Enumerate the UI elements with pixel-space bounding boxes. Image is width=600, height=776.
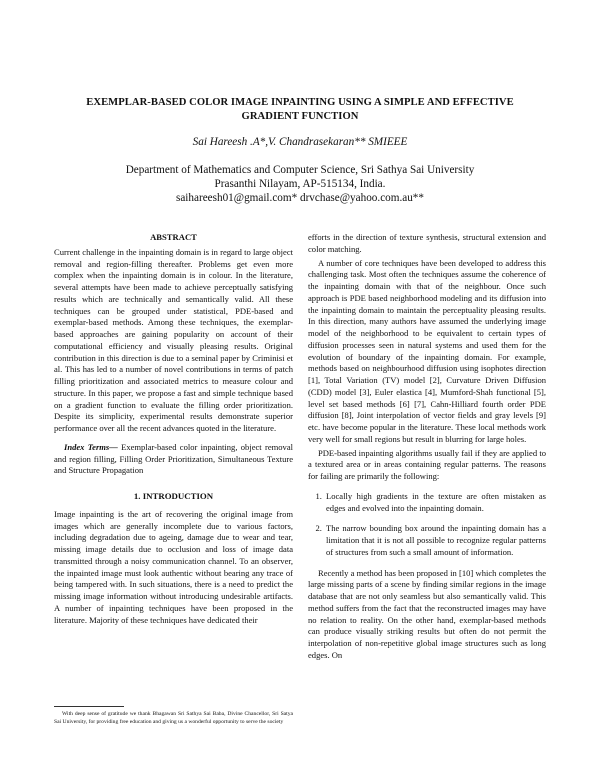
intro-paragraph-3: PDE-based inpainting algorithms usually fail if they are applied to a textured area or in areas containing regular patterns. The reasons for failing are primarily the following:	[308, 447, 546, 481]
author-emails: saihareesh01@gmail.com* drvchase@yahoo.com.au**	[175, 192, 424, 204]
failure-reasons-list	[308, 491, 546, 559]
title-line-1: EXEMPLAR-BASED COLOR IMAGE INPAINTING USING A SIMPLE AND EFFECTIVE	[86, 97, 514, 108]
introduction-heading: 1. INTRODUCTION	[133, 491, 214, 501]
intro-paragraph-4: Recently a method has been proposed in [10] which completes the large missing parts of a scene by finding similar regions in the image database that are not only seamless but also semantically valid. This method suffers from the fact that the reconstructed images may have no relation to reality. On the other hand, exemplar-based methods can produce visually striking results but often do not permit the interpolation of non-repetitive global image structures such as long edges. On	[308, 567, 546, 660]
left-column	[54, 232, 293, 626]
index-terms-text: Exemplar-based color inpainting, object removal and region filling, Filling Order Prioritization, Simultaneous Texture and Structure Propagation	[54, 441, 293, 476]
abstract-text: Current challenge in the inpainting domain is in regard to large object removal and region-filling thereafter. Problems get even more complex when the inpainting domain is in colour. In the literature, several attempts have been made to achieve perceptually satisfying results which are technically and semantically valid. All these techniques can be grouped under statistical, PDE-based and exemplar-based methods. Among these techniques, the exemplar-based approaches are gaining popularity on account of their computational efficiency and visually pleasing results. Original contribution in this direction is due to a seminal paper by Criminisi et al. This has led to a number of novel contributions in terms of patch filling prioritization and associated metrics to measure colour and structure. In this paper, we propose a fast and simple technique based on a gradient function to evaluate the filling order prioritization. Despite its simplicity, experimental results demonstrate superior performance over all the recent advances quoted in the literature.	[54, 246, 293, 433]
affiliation	[0, 163, 600, 205]
list-item: 2. The narrow bounding box around the inpainting domain has a limitation that it is not all possible to recognize regular patterns of structures from such a small amount of information.	[324, 523, 546, 558]
intro-continuation: efforts in the direction of texture synthesis, structural extension and color matching.	[308, 232, 546, 254]
introduction-paragraph-1: Image inpainting is the art of recovering the original image from images which are generally incomplete due to various factors, including degradation due to ageing, damage due to wear and tear, missing image details due to occlusion and loss of image data transmitted through a noisy communication channel. To an observer, the inpainted image must look authentic without bearing any trace of being tampered with. In such situations, there is a need to predict the missing image information without introducing undesirable artifacts. A number of inpainting techniques have been proposed in the literature. Majority of these techniques have dedicated their	[54, 508, 293, 625]
footnote: With deep sense of gratitude we thank Bhagawan Sri Sathya Sai Baba, Divine Chancellor, Sri Satya Sai University, for providing free education and giving us a wonderful opportunity to serve the society	[54, 711, 293, 725]
index-terms-label: Index Terms—	[64, 441, 118, 452]
abstract-heading: ABSTRACT	[150, 232, 197, 242]
affiliation-department: Department of Mathematics and Computer Science, Sri Sathya Sai University	[125, 164, 475, 176]
paper-title	[60, 96, 540, 123]
intro-paragraph-2: A number of core techniques have been developed to address this challenging task. Most often the techniques assume the coherence of the inpainting domain with that of the neighbour. Once such approach is PDE based neighborhood modeling and its diffusion into the inpainting domain to maintain the perceptuality pleasing results. In this direction, many authors have assumed the underlying image model of the neighborhood to be equivalent to certain types of diffusion processes seen in natural systems and used them for the evolution of boundary of the inpainting domain. For example, methods based on neighbourhood diffusion using isophotes direction [1], Total Variation (TV) model [2], Curvature Driven Diffusion (CDD) model [3], Euler elastica [4], Mumford-Shah functional [5], level set based methods [6] [7], Cahn-Hilliard fourth order PDE diffusion [8], Joint interpolation of vector fields and gray levels [9] etc. have become popular in the literature. These local methods work very well for small regions but result in blurring for large holes.	[308, 257, 546, 444]
footnote-divider	[54, 706, 124, 707]
affiliation-address: Prasanthi Nilayam, AP-515134, India.	[214, 178, 386, 190]
list-item: 1. Locally high gradients in the texture are often mistaken as edges and evolved into the inpainting domain.	[324, 491, 546, 515]
right-column	[308, 232, 546, 662]
index-terms	[54, 442, 293, 477]
title-line-2: GRADIENT FUNCTION	[241, 110, 359, 122]
authors: Sai Hareesh .A*,V. Chandrasekaran** SMIEEE	[192, 136, 408, 148]
